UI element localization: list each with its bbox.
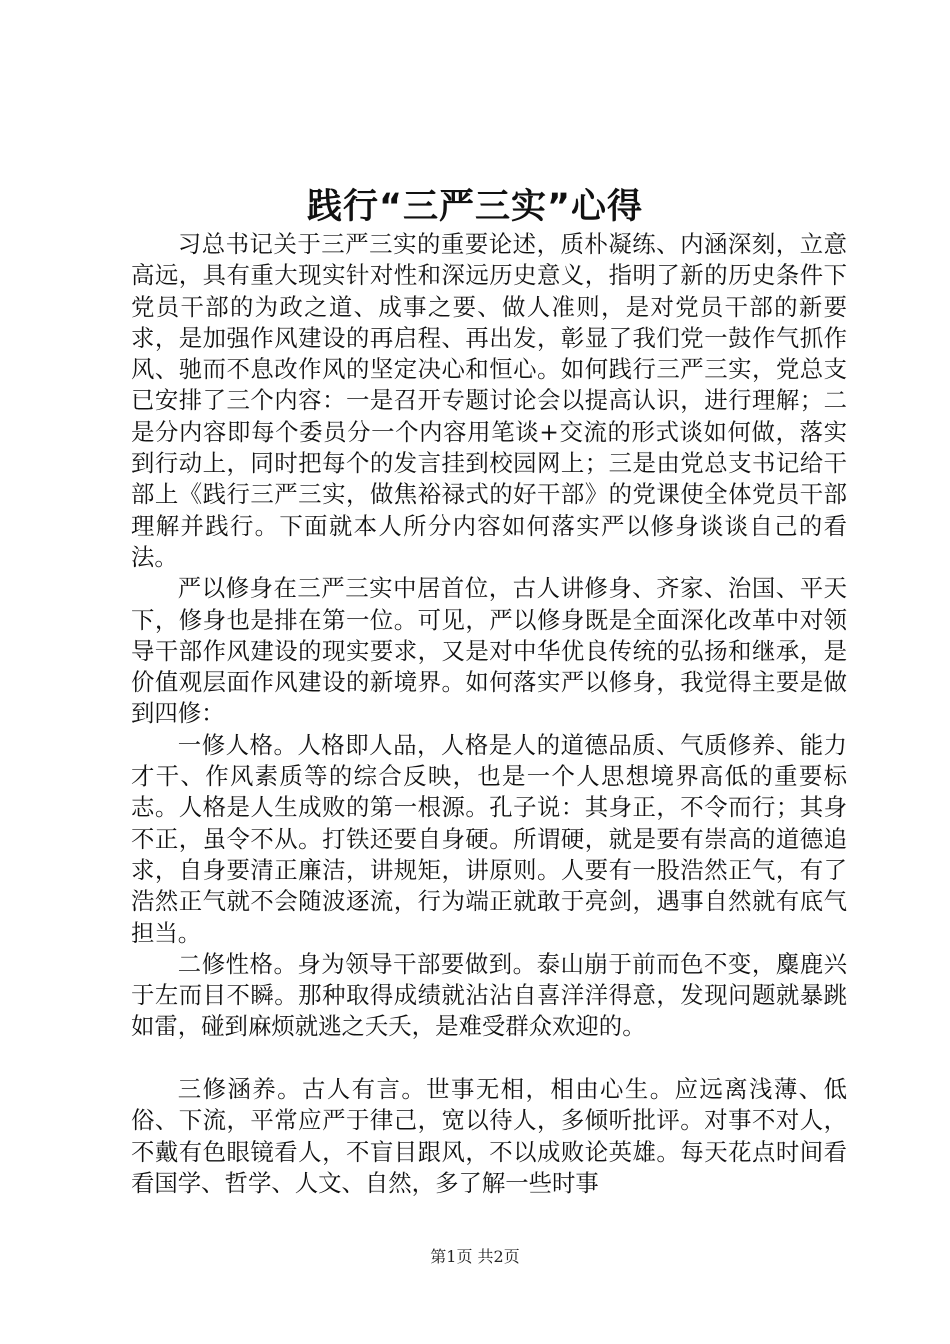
page-footer: 第1页 共2页 bbox=[430, 1247, 520, 1266]
paragraph-spacer bbox=[131, 1043, 847, 1074]
paragraph-temperament: 二修性格。身为领导干部要做到。泰山崩于前而色不变，麋鹿兴于左而目不瞬。那种取得成绩就沾沾自喜洋洋得意，发现问题就暴跳如雷，碰到麻烦就逃之夭夭，是难受群众欢迎的。 bbox=[131, 949, 847, 1041]
paragraph-cultivation: 三修涵养。古人有言。世事无相，相由心生。应远离浅薄、低俗、下流，平常应严于律己，宽以待人，多倾听批评。对事不对人，不戴有色眼镜看人，不盲目跟风，不以成败论英雄。每天花点时间看看国学、哲学、人文、自然，多了解一些时事 bbox=[131, 1075, 847, 1197]
paragraph-personality: 一修人格。人格即人品，人格是人的道德品质、气质修养、能力才干、作风素质等的综合反映，也是一个人思想境界高低的重要标志。人格是人生成败的第一根源。孔子说：其身正，不令而行；其身不正，虽令不从。打铁还要自身硬。所谓硬，就是要有崇高的道德追求，自身要清正廉洁，讲规矩，讲原则。人要有一股浩然正气，有了浩然正气就不会随波逐流，行为端正就敢于亮剑，遇事自然就有底气担当。 bbox=[131, 730, 847, 947]
document-body bbox=[131, 229, 847, 1199]
document-title: 践行“三严三实”心得 bbox=[306, 187, 643, 227]
paragraph-intro: 习总书记关于三严三实的重要论述，质朴凝练、内涵深刻，立意高远，具有重大现实针对性和深远历史意义，指明了新的历史条件下党员干部的为政之道、成事之要、做人准则，是对党员干部的新要求，是加强作风建设的再启程、再出发，彰显了我们党一鼓作气抓作风、驰而不息改作风的坚定决心和恒心。如何践行三严三实，党总支已安排了三个内容：一是召开专题讨论会以提高认识，进行理解；二是分内容即每个委员分一个内容用笔谈+交流的形式谈如何做，落实到行动上，同时把每个的发言挂到校园网上；三是由党总支书记给干部上《践行三严三实，做焦裕禄式的好干部》的党课使全体党员干部理解并践行。下面就本人所分内容如何落实严以修身谈谈自己的看法。 bbox=[131, 230, 847, 571]
paragraph-self-cultivation: 严以修身在三严三实中居首位，古人讲修身、齐家、治国、平天下，修身也是排在第一位。可见，严以修身既是全面深化改革中对领导干部作风建设的现实要求，又是对中华优良传统的弘扬和继承，是价值观层面作风建设的新境界。如何落实严以修身，我觉得主要是做到四修： bbox=[131, 574, 847, 728]
